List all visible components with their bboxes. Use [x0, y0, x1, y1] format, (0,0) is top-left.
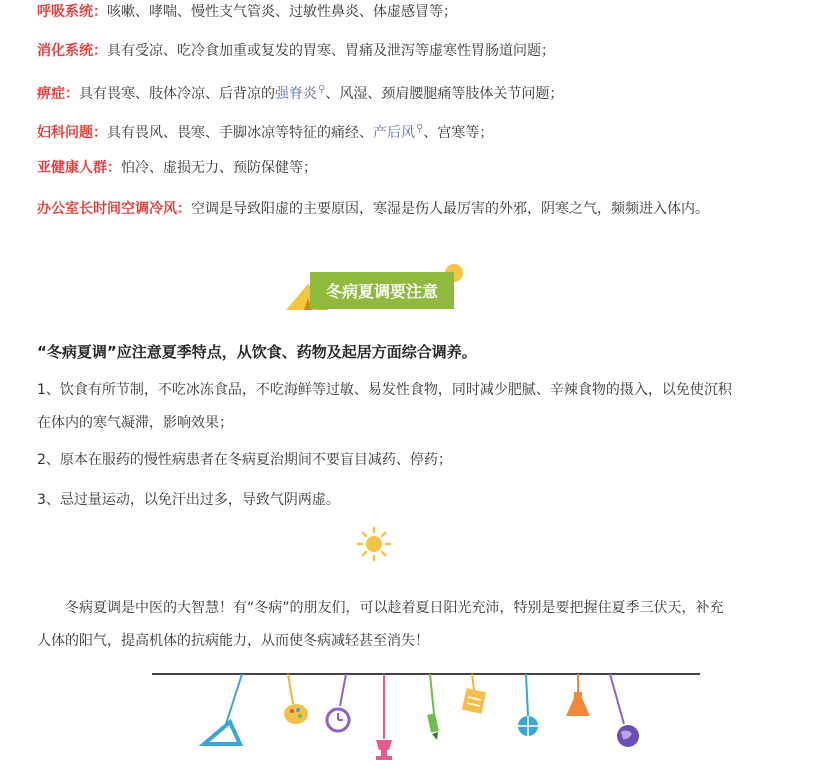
search-icon[interactable]: ⚲ — [416, 123, 424, 134]
subheading: “冬病夏调”应注意夏季特点，从饮食、药物及起居方面综合调养。 — [37, 343, 477, 361]
item-label: 呼吸系统： — [37, 4, 107, 20]
item-respiratory — [37, 2, 737, 22]
item-text: 、风湿、颈肩腰腿痛等肢体关节问题； — [325, 86, 564, 102]
item-text: 怕冷、虚损无力、预防保健等； — [121, 160, 317, 176]
globe-icon — [610, 674, 639, 747]
search-icon[interactable]: ⚲ — [318, 84, 326, 95]
basketball-icon — [518, 674, 538, 736]
item-subhealth — [37, 158, 737, 178]
item-gynecology — [37, 119, 737, 143]
protractor-icon — [204, 674, 242, 744]
sun-icon — [356, 526, 392, 562]
link-postpartum-wind[interactable]: 产后风 — [373, 125, 415, 141]
link-ankylosing-spondylitis[interactable]: 强脊炎 — [275, 86, 317, 102]
item-text: 空调是导致阳虚的主要原因，寒湿是伤人最厉害的外邪，阴寒之气，频频进入体内。 — [191, 201, 709, 217]
item-office-ac — [37, 190, 737, 228]
trophy-icon — [376, 674, 392, 760]
item-label: 痹症： — [37, 86, 79, 102]
section-banner — [310, 272, 454, 309]
item-label: 妇科问题： — [37, 125, 107, 141]
item-label: 亚健康人群： — [37, 160, 121, 176]
palette-icon — [284, 674, 308, 724]
clock-icon — [327, 674, 349, 731]
pencil-icon — [427, 674, 439, 740]
item-label: 消化系统： — [37, 43, 107, 59]
item-digestive — [37, 41, 737, 61]
closing-paragraph: 冬病夏调是中医的大智慧！有“冬病”的朋友们，可以趁着夏日阳光充沛，特别是要把握住夏季三伏天，补充人体的阳气，提高机体的抗病能力，从而使冬病减轻甚至消失！ — [37, 600, 724, 649]
banner-title: 冬病夏调要注意 — [325, 282, 438, 301]
notepad-icon — [462, 674, 486, 714]
item-text: 咳嗽、哮喘、慢性支气管炎、过敏性鼻炎、体虚感冒等； — [107, 4, 457, 20]
tip-3: 3、忌过量运动，以免汗出过多，导致气阴两虚。 — [37, 492, 340, 508]
item-text: 具有畏寒、肢体冷凉、后背凉的 — [79, 86, 275, 102]
item-text: 、宫寒等； — [423, 125, 494, 141]
item-bi-syndrome — [37, 80, 737, 104]
item-label: 办公室长时间空调冷风： — [37, 201, 191, 217]
tip-1: 1、饮食有所节制，不吃冰冻食品，不吃海鲜等过敏、易发性食物，同时减少肥腻、辛辣食物的摄入，以免使沉积在体内的寒气凝滞，影响效果； — [37, 382, 732, 431]
tip-2: 2、原本在服药的慢性病患者在冬病夏治期间不要盲目减药、停药； — [37, 452, 452, 468]
item-text: 具有畏风、畏寒、手脚冰凉等特征的痛经、 — [107, 125, 373, 141]
item-text: 具有受凉、吃冷食加重或复发的胃寒、胃痛及泄泻等虚寒性胃肠道问题； — [107, 43, 555, 59]
hanging-decoration — [140, 664, 710, 773]
flask-icon — [566, 674, 590, 716]
